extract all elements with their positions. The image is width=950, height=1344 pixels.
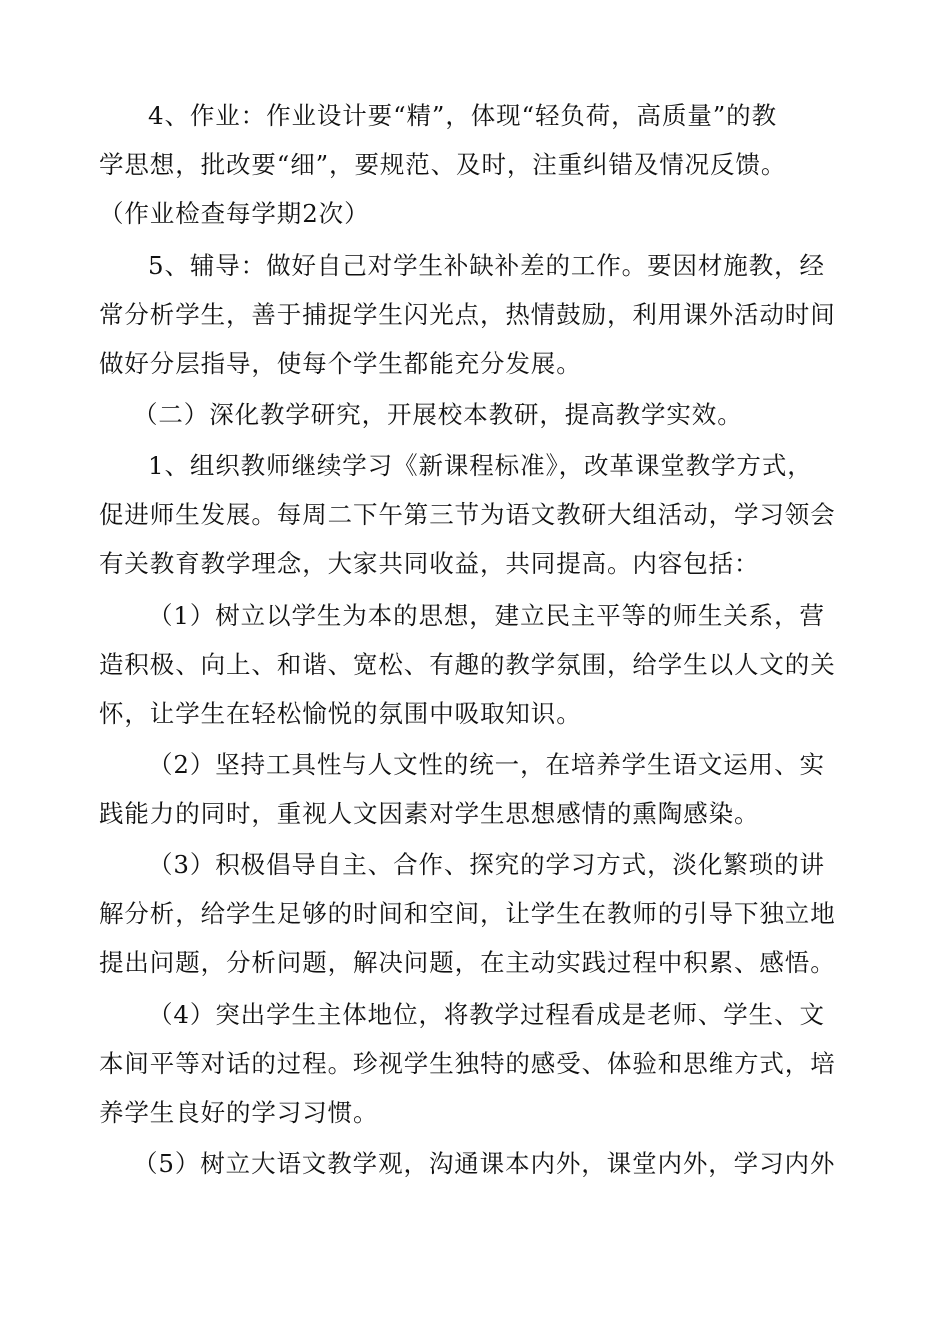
text-line: 做好分层指导，使每个学生都能充分发展。: [99, 349, 582, 378]
text-line: 造积极、向上、和谐、宽松、有趣的教学氛围，给学生以人文的关: [99, 650, 836, 679]
text-line: （3）积极倡导自主、合作、探究的学习方式，淡化繁琐的讲: [148, 850, 825, 879]
text-line: （2）坚持工具性与人文性的统一，在培养学生语文运用、实: [148, 750, 825, 779]
text-line: 常分析学生，善于捕捉学生闪光点，热情鼓励，利用课外活动时间: [99, 300, 836, 329]
text-line: 有关教育教学理念，大家共同收益，共同提高。内容包括：: [99, 549, 760, 578]
section-heading: （二）深化教学研究，开展校本教研，提高教学实效。: [133, 400, 743, 429]
text-line: 践能力的同时，重视人文因素对学生思想感情的熏陶感染。: [99, 799, 760, 828]
text-line: 促进师生发展。每周二下午第三节为语文教研大组活动，学习领会: [99, 500, 836, 529]
text-line: （5）树立大语文教学观，沟通课本内外，课堂内外，学习内外: [133, 1149, 836, 1178]
text-line: 4、作业：作业设计要“精”，体现“轻负荷，高质量”的教: [148, 101, 777, 130]
text-line: 提出问题，分析问题，解决问题，在主动实践过程中积累、感悟。: [99, 948, 836, 977]
text-line: （作业检查每学期2次）: [99, 199, 370, 228]
text-line: （1）树立以学生为本的思想，建立民主平等的师生关系，营: [148, 601, 825, 630]
text-line: 养学生良好的学习习惯。: [99, 1098, 379, 1127]
text-line: 解分析，给学生足够的时间和空间，让学生在教师的引导下独立地: [99, 899, 836, 928]
text-line: 1、组织教师继续学习《新课程标准》，改革课堂教学方式，: [148, 451, 813, 480]
text-line: 怀，让学生在轻松愉悦的氛围中吸取知识。: [99, 699, 582, 728]
text-line: （4）突出学生主体地位，将教学过程看成是老师、学生、文: [148, 1000, 825, 1029]
text-line: 学思想，批改要“细”，要规范、及时，注重纠错及情况反馈。: [99, 150, 787, 179]
text-line: 5、辅导：做好自己对学生补缺补差的工作。要因材施教，经: [148, 251, 825, 280]
text-line: 本间平等对话的过程。珍视学生独特的感受、体验和思维方式，培: [99, 1049, 836, 1078]
